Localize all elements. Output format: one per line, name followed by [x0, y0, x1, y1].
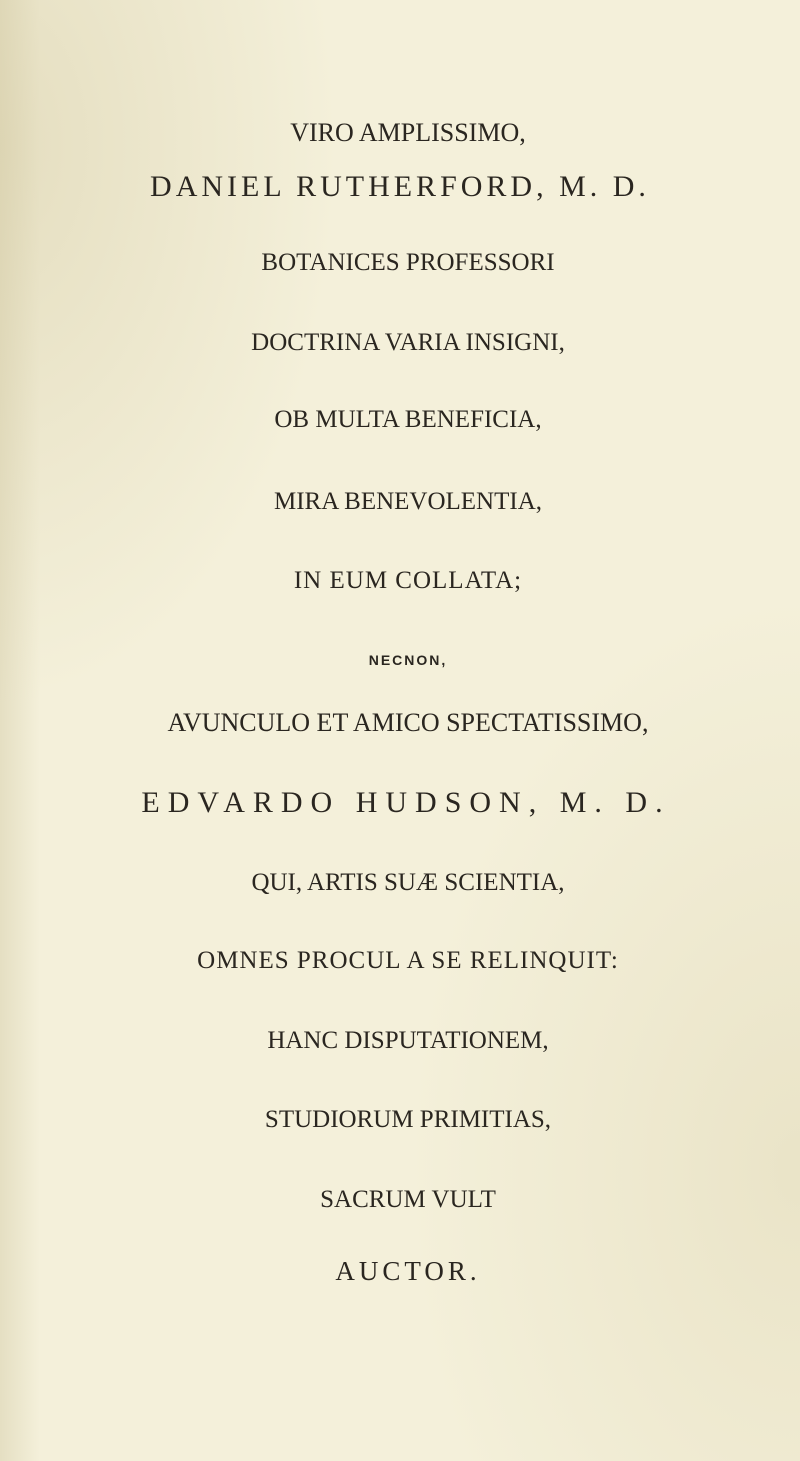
dedication-line-mira: MIRA BENEVOLENTIA, [273, 488, 543, 515]
dedication-line-viro: VIRO AMPLISSIMO, [290, 118, 526, 147]
dedication-line-avunculo: AVUNCULO ET AMICO SPECTATISSIMO, [167, 708, 649, 737]
dedication-line-sacrum: SACRUM VULT [320, 1186, 496, 1213]
dedication-line-necnon: NECNON, [368, 652, 448, 668]
dedicatee-name-hudson: EDVARDO HUDSON, M. D. [141, 786, 671, 819]
dedication-line-qui: QUI, ARTIS SUÆ SCIENTIA, [251, 869, 565, 896]
dedication-line-ob: OB MULTA BENEFICIA, [274, 406, 542, 433]
dedication-line-in-eum: IN EUM COLLATA; [293, 567, 523, 594]
dedication-line-hanc: HANC DISPUTATIONEM, [267, 1027, 549, 1054]
dedicatee-name-rutherford: DANIEL RUTHERFORD, M. D. [150, 170, 650, 203]
dedication-line-doctrina: DOCTRINA VARIA INSIGNI, [251, 329, 565, 356]
dedication-line-omnes: OMNES PROCUL A SE RELINQUIT: [197, 947, 619, 974]
dedication-line-auctor: AUCTOR. [335, 1256, 481, 1286]
dedication-line-studiorum: STUDIORUM PRIMITIAS, [264, 1106, 552, 1133]
dedication-line-botanices: BOTANICES PROFESSORI [261, 249, 555, 276]
